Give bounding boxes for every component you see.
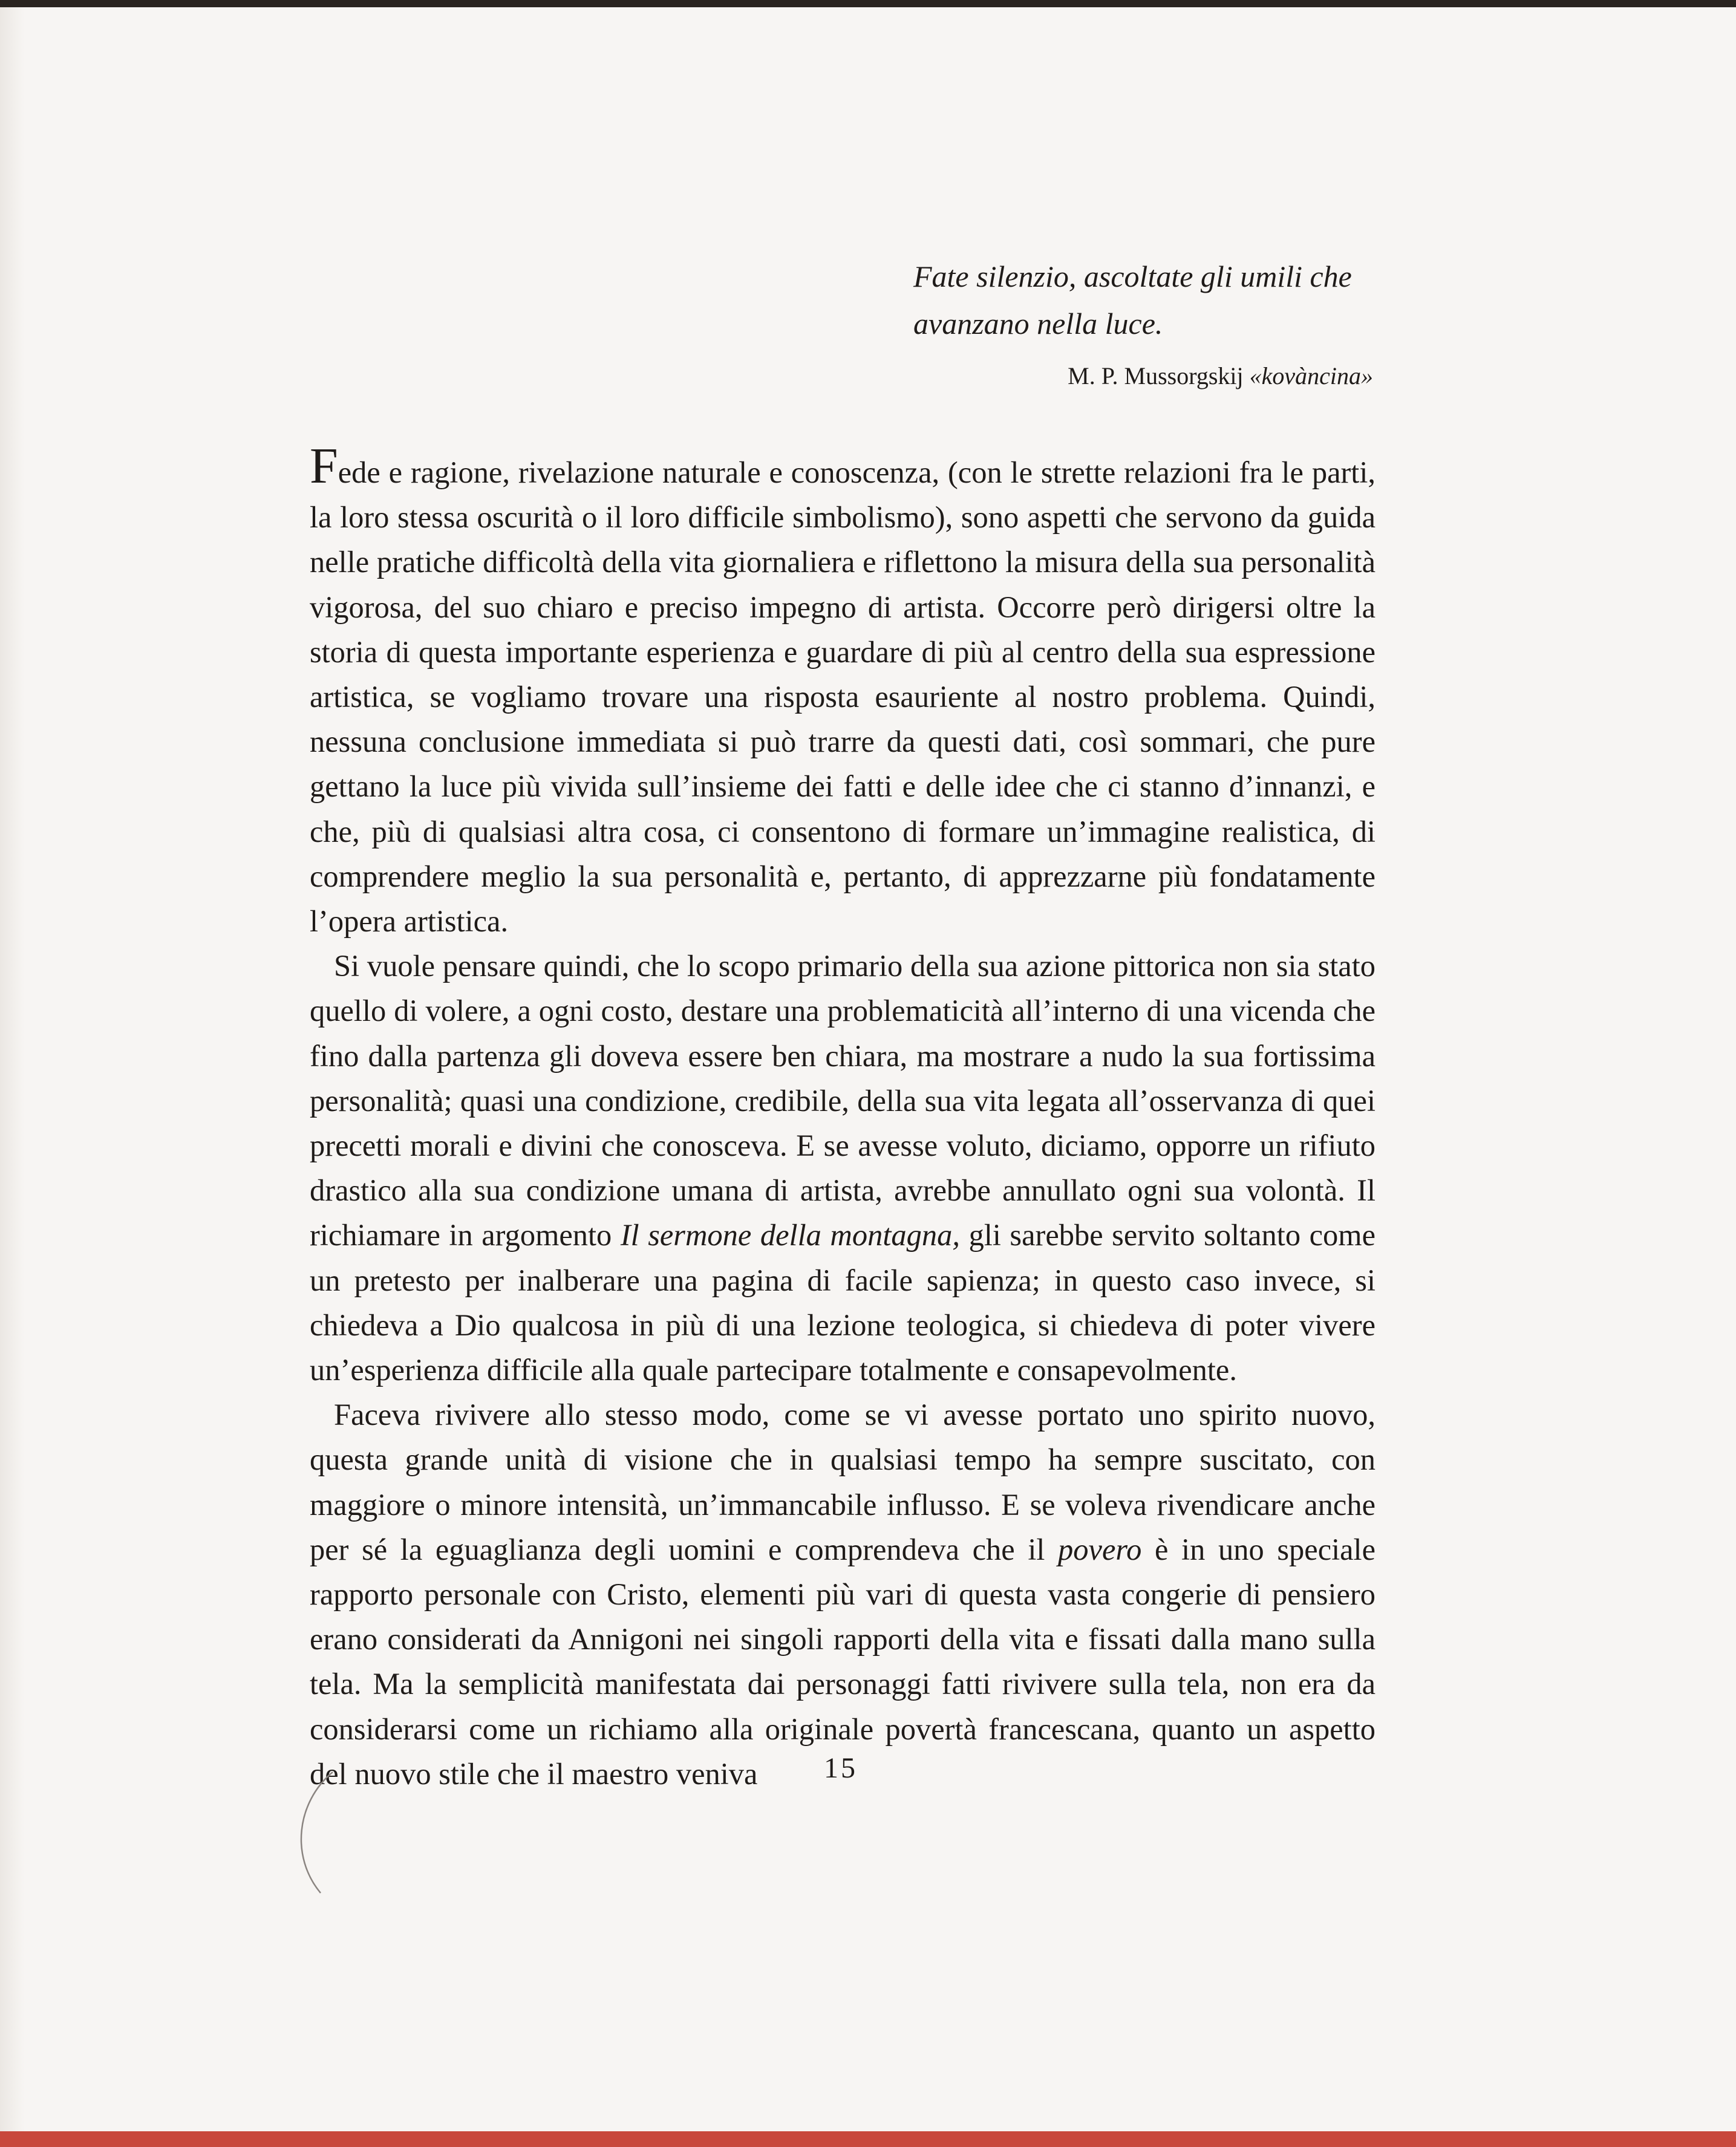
paragraph-1-text: ede e ragione, rivelazione naturale e conoscenza, (con le strette relazioni fra le parti, la loro stessa oscurità o il loro difficile simbolismo), sono aspetti che servono da guida nelle pratiche difficoltà della vita giornaliera e riflettono la misura della sua personalità vigorosa, del suo chiaro e preciso impegno di artista. Occorre però dirigersi oltre la storia di questa importante esperienza e guardare di più al centro della sua espressione artistica, se vogliamo trovare una risposta esauriente al nostro problema. Quindi, nessuna conclusione immediata si può trarre da questi dati, così sommari, che pure gettano la luce più vivida sull’insieme dei fatti e delle idee che ci stanno d’innanzi, e che, più di qualsiasi altra cosa, ci consentono di formare un’immagine realistica, di comprendere meglio la sua personalità e, pertanto, di apprezzarne più fondatamente l’opera artistica. [310,455,1375,939]
body-text [310,438,1375,1796]
paragraph-2-italic-title: Il sermone della montagna, [620,1218,961,1253]
paragraph-3-italic-word: povero [1058,1532,1142,1566]
top-edge-rule [0,0,1736,7]
epigraph-author: M. P. Mussorgskij [1068,362,1244,389]
paragraph-2 [310,943,1375,1392]
epigraph [913,253,1373,394]
page-number: 15 [824,1752,858,1784]
epigraph-work-title: «kovàncina» [1249,362,1373,389]
bottom-color-band [0,2131,1736,2147]
epigraph-quote [913,253,1373,347]
bracket-mark-icon [284,1766,357,1899]
epigraph-quote-line-1: Fate silenzio, ascoltate gli umili che [913,259,1352,293]
paragraph-1 [310,438,1375,943]
paragraph-3-text-b: è in uno speciale rapporto personale con Cristo, elementi più vari di questa vasta congerie di pensiero erano considerati da Annigoni nei singoli rapporti della vita e fissati dalla mano sulla tela. Ma la semplicità manifestata dai personaggi fatti rivivere sulla tela, non era da considerarsi come un richiamo alla originale povertà francescana, quanto un aspetto del nuovo stile che il maestro veniva [310,1532,1375,1791]
paragraph-2-text-a: Si vuole pensare quindi, che lo scopo primario della sua azione pittorica non sia stato quello di volere, a ogni costo, destare una problematicità all’interno di una vicenda che fino dalla partenza gli doveva essere ben chiara, ma mostrare a nudo la sua fortissima personalità; quasi una condizione, credibile, della sua vita legata all’osservanza di quei precetti morali e divini che conosceva. E se avesse voluto, diciamo, opporre un rifiuto drastico alla sua condizione umana di artista, avrebbe annullato ogni sua volontà. Il richiamare in argomento [310,949,1375,1253]
epigraph-quote-line-2: avanzano nella luce. [913,307,1163,340]
drop-cap: F [310,438,338,494]
page-binding-edge [0,7,24,2131]
paragraph-3-text-a: Faceva rivivere allo stesso modo, come se vi avesse portato uno spirito nuovo, questa grande unità di visione che in qualsiasi tempo ha sempre suscitato, con maggiore o minore intensità, un’immancabile influsso. E se voleva rivendicare anche per sé la eguaglianza degli uomini e comprendeva che il [310,1398,1375,1566]
epigraph-attribution [913,358,1373,394]
paragraph-2-text-b: gli sarebbe servito soltanto come un pretesto per inalberare una pagina di facile sapienza; in questo caso invece, si chiedeva a Dio qualcosa in più di una lezione teologica, si chiedeva di poter vivere un’esperienza difficile alla quale partecipare totalmente e consapevolmente. [310,1218,1375,1387]
paragraph-3 [310,1392,1375,1796]
